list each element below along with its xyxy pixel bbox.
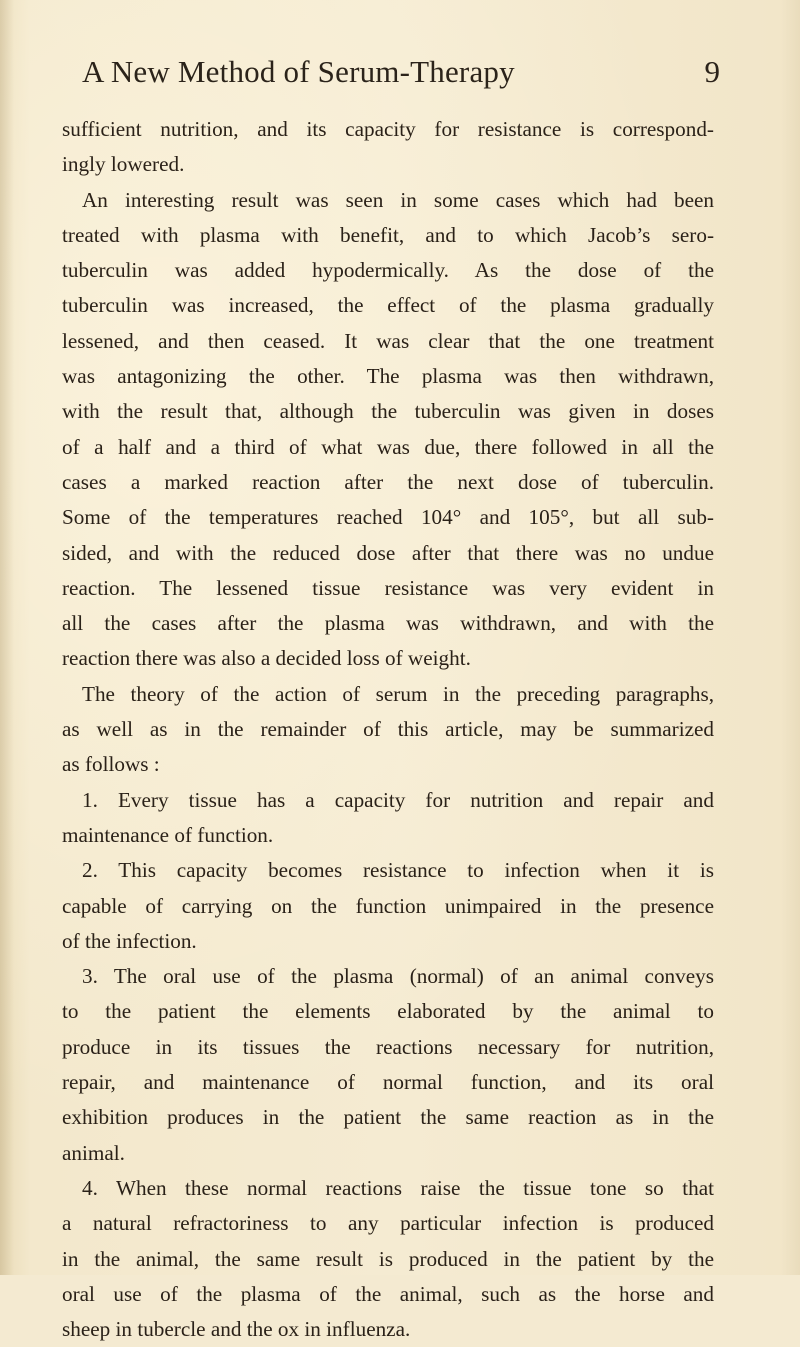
text-line: An interesting result was seen in some cases which had been bbox=[82, 187, 714, 212]
text-line: as follows : bbox=[62, 752, 160, 777]
text-line: with the result that, although the tuberculin was given in doses bbox=[62, 399, 714, 424]
text-line: repair, and maintenance of normal function, and its oral bbox=[62, 1070, 714, 1095]
text-line: as well as in the remainder of this article, may be summarized bbox=[62, 717, 714, 742]
running-head bbox=[82, 54, 720, 104]
text-line: ingly lowered. bbox=[62, 152, 185, 177]
text-line: animal. bbox=[62, 1140, 125, 1165]
text-line: produce in its tissues the reactions necessary for nutrition, bbox=[62, 1034, 714, 1059]
text-line: in the animal, the same result is produced in the patient by the bbox=[62, 1246, 714, 1271]
text-line: sheep in tubercle and the ox in influenza. bbox=[62, 1317, 411, 1342]
text-line: tuberculin was increased, the effect of the plasma gradually bbox=[62, 293, 714, 318]
text-line: 1. Every tissue has a capacity for nutrition and repair and bbox=[82, 787, 714, 812]
text-line: cases a marked reaction after the next dose of tuberculin. bbox=[62, 469, 714, 494]
text-line: treated with plasma with benefit, and to which Jacob’s sero- bbox=[62, 222, 714, 247]
body-text bbox=[62, 112, 714, 1347]
text-line: oral use of the plasma of the animal, such as the horse and bbox=[62, 1281, 714, 1306]
page-gutter-shadow bbox=[0, 0, 14, 1275]
text-line: 3. The oral use of the plasma (normal) of an animal conveys bbox=[82, 964, 714, 989]
running-title: A New Method of Serum-Therapy bbox=[82, 54, 515, 89]
text-line: sided, and with the reduced dose after that there was no undue bbox=[62, 540, 714, 565]
text-line: of the infection. bbox=[62, 928, 197, 953]
text-line: maintenance of function. bbox=[62, 822, 274, 847]
text-line: reaction. The lessened tissue resistance was very evident in bbox=[62, 575, 714, 600]
page-number: 9 bbox=[704, 54, 720, 89]
text-line: was antagonizing the other. The plasma was then withdrawn, bbox=[62, 364, 714, 389]
text-line: 2. This capacity becomes resistance to infection when it is bbox=[82, 858, 714, 883]
text-line: lessened, and then ceased. It was clear that the one treatment bbox=[62, 328, 714, 353]
text-line: tuberculin was added hypodermically. As the dose of the bbox=[62, 258, 714, 283]
text-line: reaction there was also a decided loss of weight. bbox=[62, 646, 471, 671]
text-line: capable of carrying on the function unimpaired in the presence bbox=[62, 893, 714, 918]
text-line: a natural refractoriness to any particular infection is produced bbox=[62, 1211, 714, 1236]
text-line: exhibition produces in the patient the same reaction as in the bbox=[62, 1105, 714, 1130]
text-line: sufficient nutrition, and its capacity for resistance is correspond- bbox=[62, 117, 714, 141]
text-line: Some of the temperatures reached 104° and 105°, but all sub- bbox=[62, 505, 714, 530]
text-line: all the cases after the plasma was withdrawn, and with the bbox=[62, 611, 714, 636]
text-line: 4. When these normal reactions raise the tissue tone so that bbox=[82, 1175, 714, 1200]
text-line: to the patient the elements elaborated by the animal to bbox=[62, 999, 714, 1024]
text-line: of a half and a third of what was due, there followed in all the bbox=[62, 434, 714, 459]
text-line: The theory of the action of serum in the preceding paragraphs, bbox=[82, 681, 714, 706]
